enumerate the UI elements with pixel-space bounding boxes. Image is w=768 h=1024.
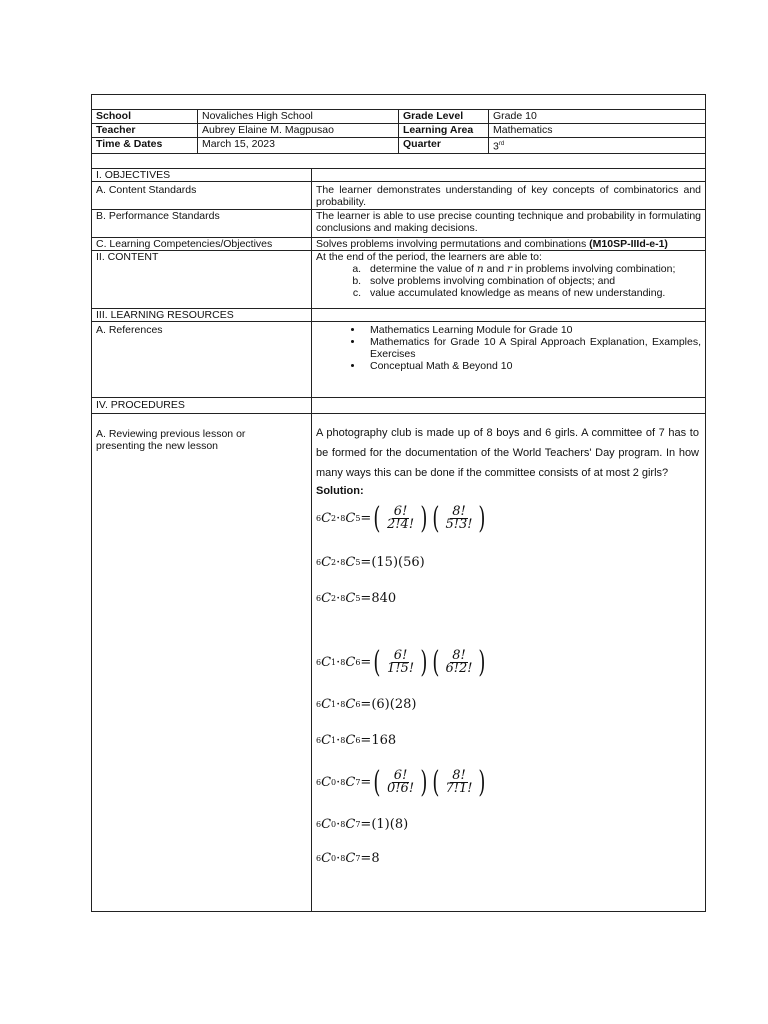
equation-2c: 6 C 1 · 8 C 6 = 168 <box>316 732 397 748</box>
grade-label: Grade Level <box>399 110 489 124</box>
time-value: March 15, 2023 <box>198 138 399 154</box>
area-value: Mathematics <box>489 124 706 138</box>
equation-3c: 6 C 0 · 8 C 7 = 8 <box>316 850 380 866</box>
list-item: a. determine the value of n and r in problems involving combination; <box>364 263 701 275</box>
lesson-plan-page <box>91 94 705 912</box>
references-label: A. References <box>92 321 312 397</box>
performance-standards-text: The learner is able to use precise counting technique and probability in formulating conclusions and making decisions. <box>312 209 706 237</box>
problem-text: A photography club is made up of 8 boys and 6 girls. A committee of 7 has to be formed for the documentation of the World Teachers' Day program. In how many ways this can be done if the committee consists of at most 2 girls? <box>316 426 699 479</box>
equation-3a: 6 C 0 · 8 C 7 = ( $\frac{6!}{0!6!}$ ) ( $\frac{8!}{7!1!}$ ) <box>316 764 486 800</box>
equation-1a: 6 C 2 · 8 C 5 = ( $\frac{6!}{2!4!}$ ) ( $\frac{8!}{5!3!}$ ) <box>316 500 486 536</box>
equation-1b: 6 C 2 · 8 C 5 =( 15 )( 56 ) <box>316 554 425 570</box>
list-item: • Mathematics for Grade 10 A Spiral Approach Explanation, Examples, Exercises <box>364 336 701 360</box>
school-value: Novaliches High School <box>198 110 399 124</box>
content-objective-list <box>316 263 701 299</box>
content-intro: At the end of the period, the learners are able to: <box>316 250 542 263</box>
list-item: • Conceptual Math & Beyond 10 <box>364 360 701 372</box>
objectives-title: I. OBJECTIVES <box>92 168 312 181</box>
procedures-empty <box>312 397 706 413</box>
objectives-empty <box>312 168 706 181</box>
equation-1c: 6 C 2 · 8 C 5 = 840 <box>316 590 397 606</box>
content-standards-label: A. Content Standards <box>92 181 312 209</box>
references-list-cell <box>312 321 706 397</box>
competencies-label: C. Learning Competencies/Objectives <box>92 237 312 250</box>
references-list <box>316 324 701 372</box>
lesson-plan-table <box>91 94 706 912</box>
list-item: • Mathematics Learning Module for Grade 10 <box>364 324 701 336</box>
quarter-label: Quarter <box>399 138 489 154</box>
blank-row <box>92 95 706 110</box>
resources-empty <box>312 308 706 321</box>
list-item: b. solve problems involving combination of objects; and <box>364 275 701 287</box>
list-item: c. value accumulated knowledge as means of new understanding. <box>364 287 701 299</box>
competencies-text: Solves problems involving permutations and combinations (M10SP-IIId-e-1) <box>312 237 706 250</box>
solution-label: Solution: <box>316 484 364 497</box>
time-label: Time & Dates <box>92 138 198 154</box>
equation-3b: 6 C 0 · 8 C 7 =( 1 )( 8 ) <box>316 816 409 832</box>
quarter-value: 3rd <box>489 138 706 154</box>
blank-row <box>92 153 706 168</box>
review-lesson-label: A. Reviewing previous lesson or presenting the new lesson <box>92 413 312 911</box>
school-label: School <box>92 110 198 124</box>
content-standards-text: The learner demonstrates understanding of key concepts of combinatorics and probability. <box>312 181 706 209</box>
review-lesson-content <box>312 413 706 911</box>
procedures-title: IV. PROCEDURES <box>92 397 312 413</box>
resources-title: III. LEARNING RESOURCES <box>92 308 312 321</box>
teacher-label: Teacher <box>92 124 198 138</box>
content-title: II. CONTENT <box>92 250 312 308</box>
area-label: Learning Area <box>399 124 489 138</box>
equation-2a: 6 C 1 · 8 C 6 = ( $\frac{6!}{1!5!}$ ) ( $\frac{8!}{6!2!}$ ) <box>316 644 486 680</box>
equation-2b: 6 C 1 · 8 C 6 =( 6 )( 28 ) <box>316 696 417 712</box>
teacher-value: Aubrey Elaine M. Magpusao <box>198 124 399 138</box>
performance-standards-label: B. Performance Standards <box>92 209 312 237</box>
content-objectives <box>312 250 706 308</box>
grade-value: Grade 10 <box>489 110 706 124</box>
